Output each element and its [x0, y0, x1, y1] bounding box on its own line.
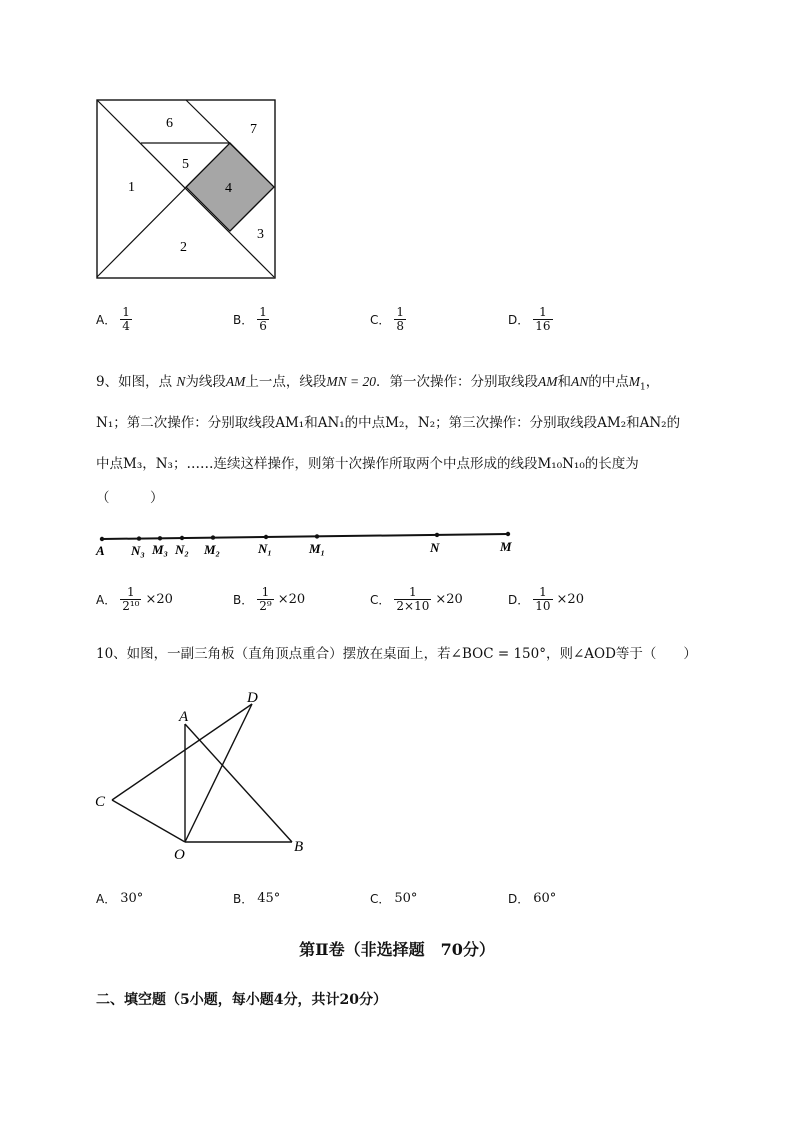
q9-line-2: N₁；第二次操作：分别取线段AM₁和AN₁的中点M₂，N₂；第三次操作：分别取线段AM₂和AN₂的	[96, 415, 681, 431]
q9-line-4: （ ）	[96, 490, 164, 506]
point-label-n: N	[430, 540, 440, 555]
q10-text: 10、如图，一副三角板（直角顶点重合）摆放在桌面上，若∠BOC = 150°，则∠AOD等于（ ）	[96, 646, 697, 662]
part-2-title: 第Ⅱ卷（非选择题 70分）	[299, 940, 495, 959]
triangle-diagram	[92, 684, 322, 864]
tangram-label-7: 7	[250, 122, 257, 137]
fraction: $\frac{1}{6}$	[259, 305, 267, 333]
point-label-n1: N₁	[258, 541, 272, 556]
q10-option-d[interactable]: D． 60°	[508, 891, 557, 906]
point-label-m3: M₃	[152, 542, 169, 557]
q9-option-d[interactable]: D． $\frac{1}{10}$ ×20	[508, 585, 584, 613]
fraction: $\frac{1}{2\times 10}$	[396, 585, 430, 613]
vertex-label-c: C	[95, 794, 106, 810]
q9-line-1: 9、如图，点 N为线段AM上一点，线段MN = 20．第一次操作：分别取线段AM和AN的中点$M_1$，	[96, 374, 660, 393]
section-heading: 二、填空题（5小题，每小题4分，共计20分）	[96, 992, 387, 1008]
q9-option-c[interactable]: C． $\frac{1}{2\times 10}$ ×20	[370, 585, 463, 613]
q10-option-b[interactable]: B． 45°	[233, 891, 281, 906]
tangram-label-6: 6	[166, 116, 173, 131]
tangram-label-2: 2	[180, 240, 187, 255]
fraction: $\frac{1}{\text{2¹⁰}}$	[122, 585, 140, 613]
vertex-label-o: O	[174, 847, 185, 863]
vertex-label-d: D	[247, 690, 258, 706]
vertex-label-a: A	[179, 709, 189, 725]
q8-option-b[interactable]: B． $\frac{1}{6}$	[233, 305, 267, 333]
segment-diagram	[92, 526, 522, 560]
q8-option-a[interactable]: A． $\frac{1}{4}$	[96, 305, 130, 333]
fraction: $\frac{1}{\text{2⁹}}$	[259, 585, 272, 613]
point-label-n3: N₃	[131, 543, 145, 558]
tangram-figure	[96, 99, 278, 281]
point-label-m1: M₁	[309, 541, 326, 556]
point-label-m: M	[500, 539, 512, 554]
q10-option-c[interactable]: C． 50°	[370, 891, 418, 906]
tangram-label-3: 3	[257, 227, 264, 242]
point-label-m2: M₂	[204, 542, 221, 557]
fraction: $\frac{1}{10}$	[535, 585, 551, 613]
q10-option-a[interactable]: A． 30°	[96, 891, 144, 906]
vertex-label-b: B	[294, 839, 304, 855]
q9-line-3: 中点M₃，N₃；……连续这样操作，则第十次操作所取两个中点形成的线段M₁₀N₁₀的长度为	[96, 456, 639, 472]
tangram-label-4: 4	[225, 181, 232, 196]
fraction: $\frac{1}{16}$	[535, 305, 551, 333]
point-label-a: A	[96, 543, 105, 558]
q8-option-c[interactable]: C． $\frac{1}{8}$	[370, 305, 405, 333]
point-label-n2: N₂	[175, 542, 189, 557]
fraction: $\frac{1}{4}$	[122, 305, 130, 333]
tangram-label-1: 1	[128, 180, 135, 195]
tangram-label-5: 5	[182, 157, 189, 172]
q8-option-d[interactable]: D． $\frac{1}{16}$	[508, 305, 551, 333]
q9-option-a[interactable]: A． $\frac{1}{\text{2¹⁰}}$ ×20	[96, 585, 173, 613]
q9-option-b[interactable]: B． $\frac{1}{\text{2⁹}}$ ×20	[233, 585, 306, 613]
fraction: $\frac{1}{8}$	[396, 305, 405, 333]
